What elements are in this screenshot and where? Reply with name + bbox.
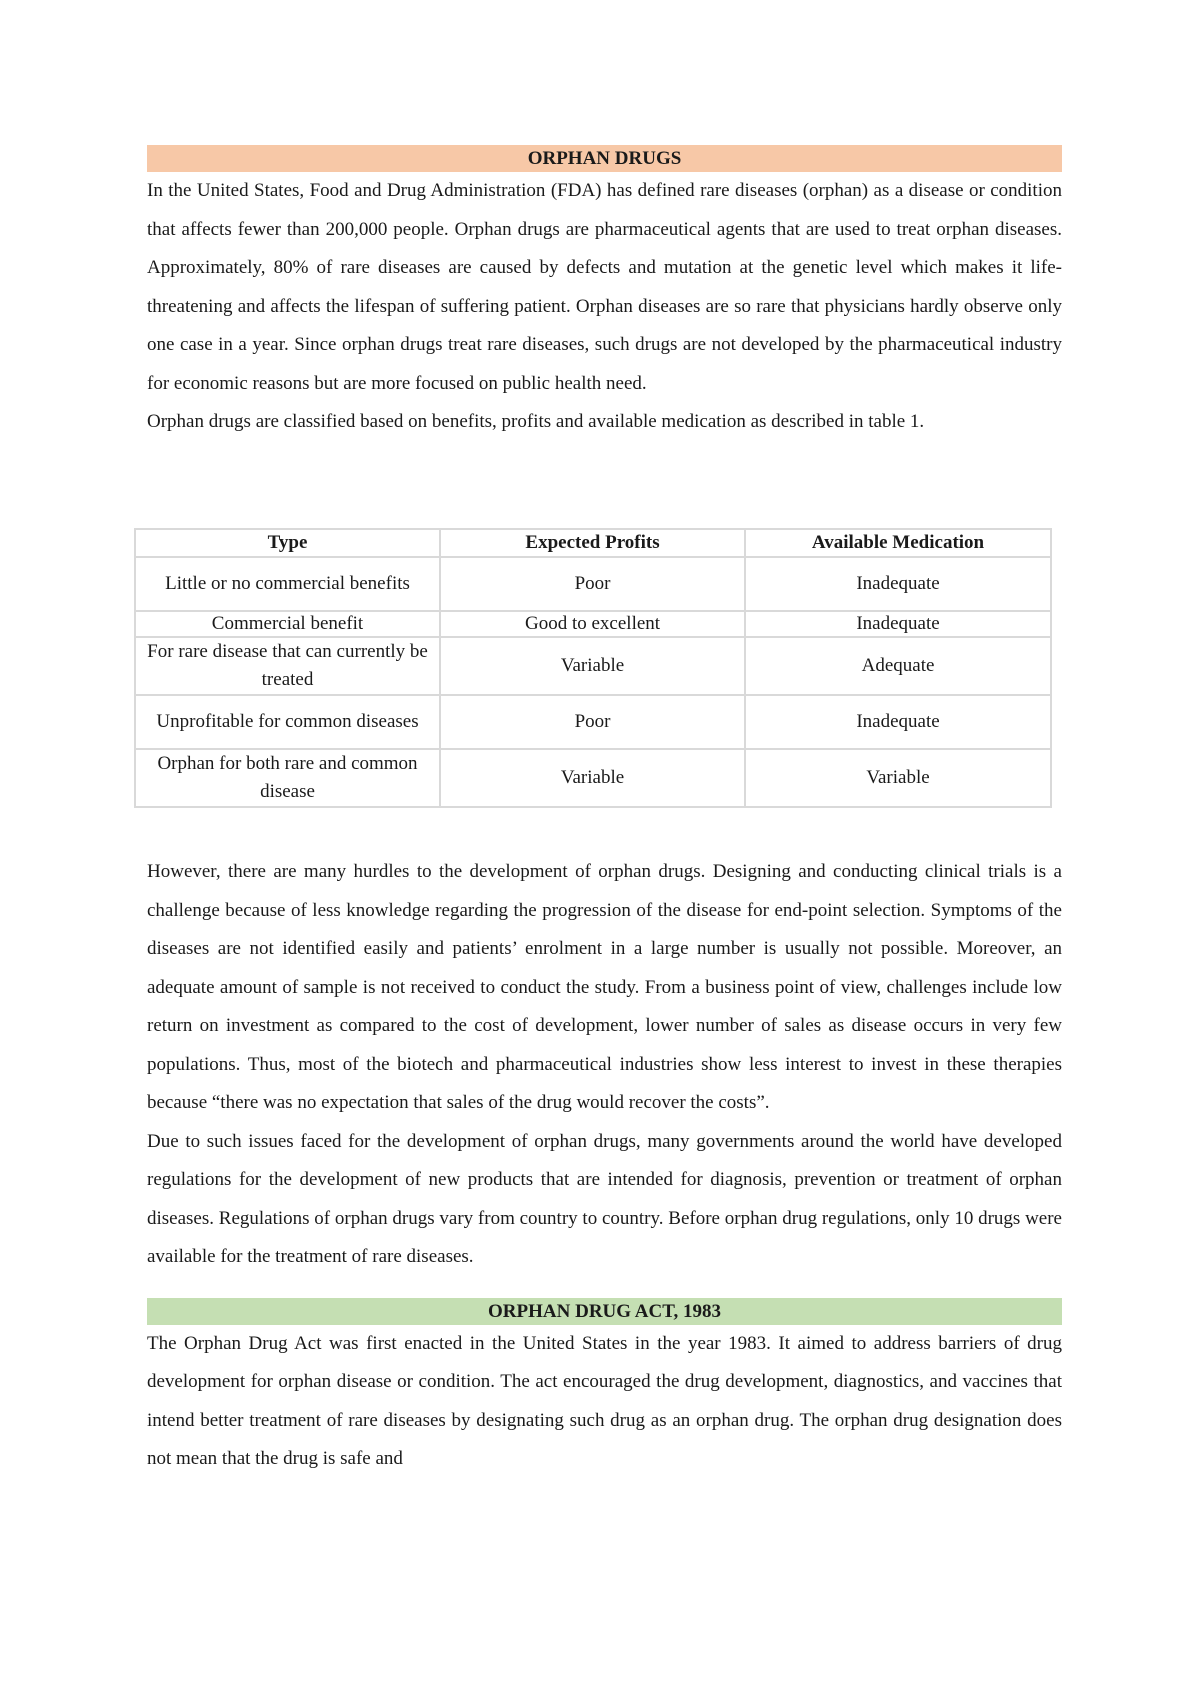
- table-row: [135, 611, 1051, 637]
- table-cell-medication: Inadequate: [745, 557, 1051, 611]
- table-cell-medication: Inadequate: [745, 611, 1051, 637]
- table-row: [135, 749, 1051, 807]
- table-cell-type: For rare disease that can currently be treated: [135, 637, 440, 695]
- table-row: [135, 557, 1051, 611]
- table-cell-type: Orphan for both rare and common disease: [135, 749, 440, 807]
- table-cell-type: Unprofitable for common diseases: [135, 695, 440, 749]
- paragraph-classification: Orphan drugs are classified based on benefits, profits and available medication as described in table 1.: [147, 411, 925, 432]
- table-row: [135, 637, 1051, 695]
- table-cell-profits: Poor: [440, 695, 745, 749]
- document-page: [147, 145, 1062, 1469]
- table-header-available-medication: Available Medication: [745, 529, 1051, 557]
- paragraph-orphan-drug-act: The Orphan Drug Act was first enacted in the United States in the year 1983. It aimed to address barriers of drug development for orphan disease or condition. The act encouraged the drug development, diagnostics, and vaccines that intend better treatment of rare diseases by designating such drug as an orphan drug. The orphan drug designation does not mean that the drug is safe and: [147, 1332, 1062, 1469]
- table-cell-medication: Adequate: [745, 637, 1051, 695]
- table-cell-profits: Variable: [440, 749, 745, 807]
- table-cell-type: Commercial benefit: [135, 611, 440, 637]
- table-header-type: Type: [135, 529, 440, 557]
- paragraph-regulations: Due to such issues faced for the development of orphan drugs, many governments around the world have developed regulations for the development of new products that are intended for diagnosis, prevention or treatment of orphan diseases. Regulations of orphan drugs vary from country to country. Before orphan drug regulations, only 10 drugs were available for the treatment of rare diseases.: [147, 1130, 1062, 1267]
- table-row: [135, 695, 1051, 749]
- table-cell-profits: Variable: [440, 637, 745, 695]
- paragraph-hurdles: However, there are many hurdles to the development of orphan drugs. Designing and conducting clinical trials is a challenge because of less knowledge regarding the progression of the disease for end-point selection. Symptoms of the diseases are not identified easily and patients’ enrolment in a large number is usually not possible. Moreover, an adequate amount of sample is not received to conduct the study. From a business point of view, challenges include low return on investment as compared to the cost of development, lower number of sales as disease occurs in very few populations. Thus, most of the biotech and pharmaceutical industries show less interest to invest in these therapies because “there was no expectation that sales of the drug would recover the costs”.: [147, 861, 1062, 1113]
- orphan-drug-classification-table: [134, 528, 1052, 808]
- table-header-row: [135, 529, 1051, 557]
- lower-content: [147, 853, 1062, 1479]
- section-heading-orphan-drug-act: ORPHAN DRUG ACT, 1983: [147, 1298, 1062, 1325]
- table-cell-medication: Inadequate: [745, 695, 1051, 749]
- table-cell-medication: Variable: [745, 749, 1051, 807]
- table-header-expected-profits: Expected Profits: [440, 529, 745, 557]
- table-cell-profits: Good to excellent: [440, 611, 745, 637]
- table-cell-profits: Poor: [440, 557, 745, 611]
- section-heading-orphan-drugs: ORPHAN DRUGS: [147, 145, 1062, 172]
- paragraph-fda-definition: In the United States, Food and Drug Administration (FDA) has defined rare diseases (orphan) as a disease or condition that affects fewer than 200,000 people. Orphan drugs are pharmaceutical agents that are used to treat orphan diseases. Approximately, 80% of rare diseases are caused by defects and mutation at the genetic level which makes it life-threatening and affects the lifespan of suffering patient. Orphan diseases are so rare that physicians hardly observe only one case in a year. Since orphan drugs treat rare diseases, such drugs are not developed by the pharmaceutical industry for economic reasons but are more focused on public health need.: [147, 180, 1062, 394]
- table-cell-type: Little or no commercial benefits: [135, 557, 440, 611]
